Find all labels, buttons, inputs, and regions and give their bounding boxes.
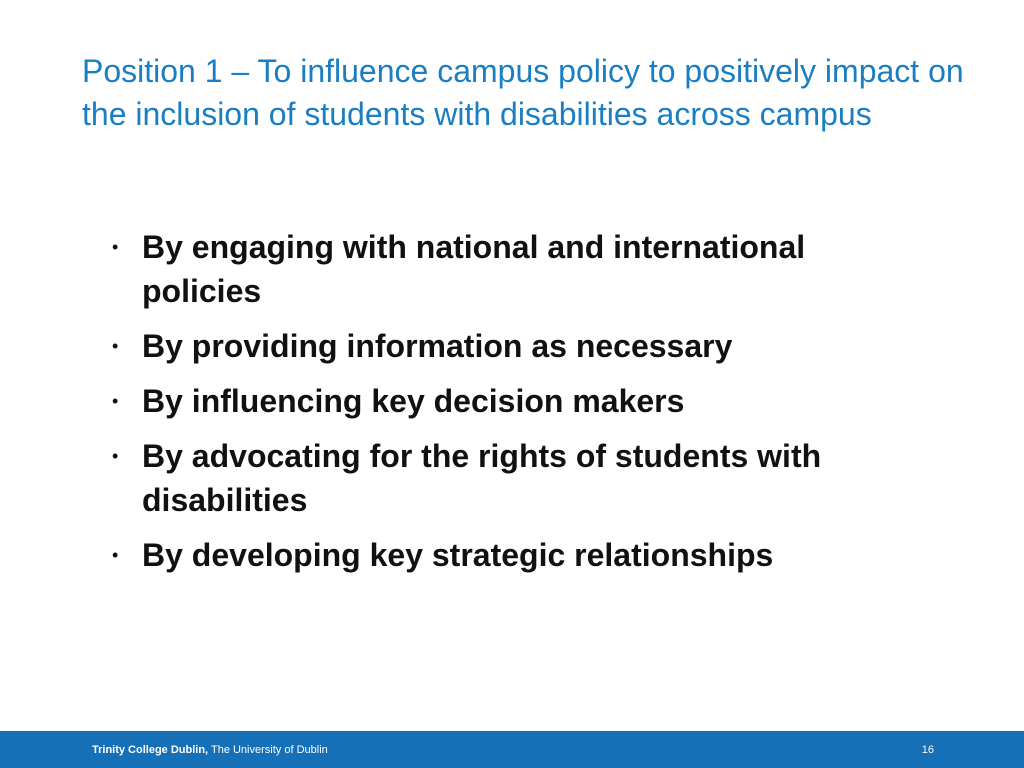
bullet-item xyxy=(112,533,912,577)
bullet-text: By engaging with national and international policies xyxy=(142,229,806,309)
bullet-text: By developing key strategic relationships xyxy=(142,537,774,573)
bullet-text: By providing information as necessary xyxy=(142,328,733,364)
page-number: 16 xyxy=(921,744,934,756)
bullet-item xyxy=(112,225,912,313)
bullet-text: By advocating for the rights of students with disabilities xyxy=(142,438,822,518)
bullet-item xyxy=(112,324,912,368)
bullet-icon: • xyxy=(112,446,119,466)
bullet-item xyxy=(112,434,912,522)
footer-bar xyxy=(0,731,1024,768)
footer-institution-line xyxy=(92,743,328,757)
footer-institution: Trinity College Dublin, xyxy=(92,744,209,756)
bullet-list xyxy=(112,225,912,588)
footer-subtitle: The University of Dublin xyxy=(208,744,328,756)
slide-title: Position 1 – To influence campus policy to positively impact on the inclusion of students with disabilities across campus xyxy=(82,53,964,132)
bullet-icon: • xyxy=(112,545,119,565)
bullet-item xyxy=(112,379,912,423)
bullet-text: By influencing key decision makers xyxy=(142,383,685,419)
bullet-icon: • xyxy=(112,336,119,356)
bullet-icon: • xyxy=(112,391,119,411)
bullet-icon: • xyxy=(112,237,119,257)
